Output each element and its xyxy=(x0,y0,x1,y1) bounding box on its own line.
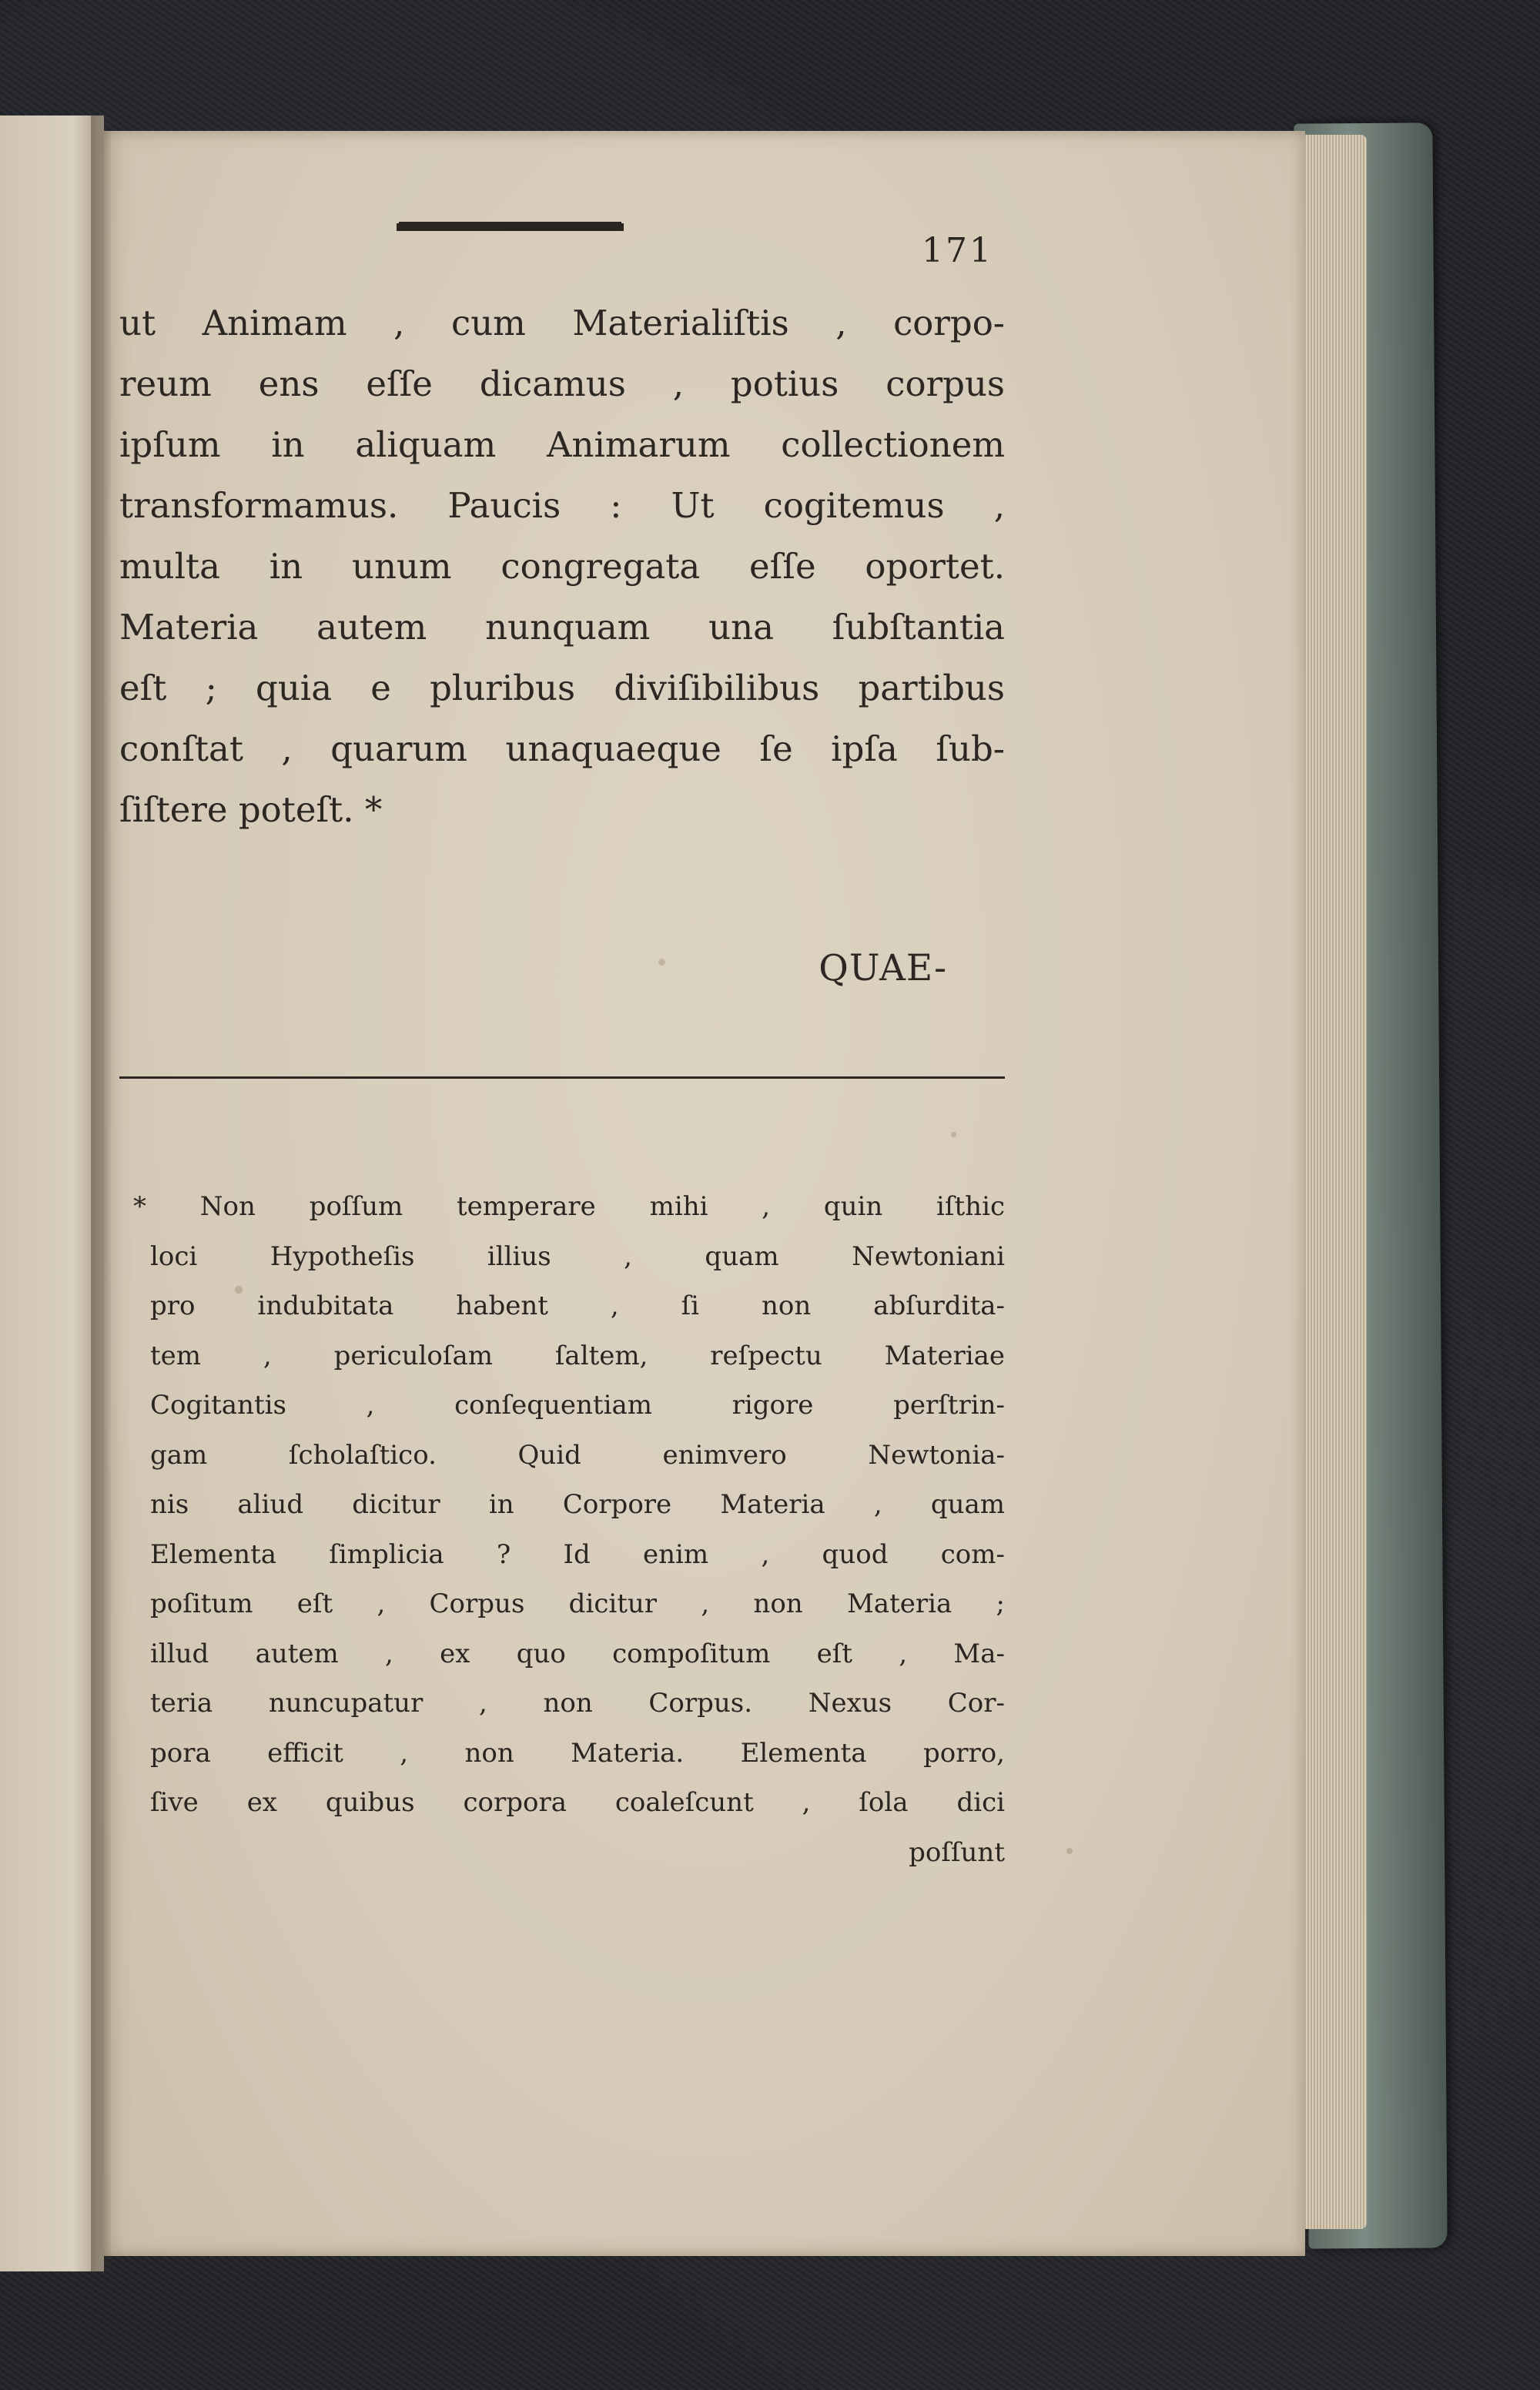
foxing-spot xyxy=(658,959,665,966)
foxing-spot xyxy=(951,1132,956,1137)
footnote-line: loci Hypotheſis illius , quam Newtoniani xyxy=(150,1240,1005,1272)
footnote-line: Cogitantis , conſequentiam rigore perſtrin- xyxy=(150,1390,1005,1421)
body-line: conſtat , quarum unaquaeque ſe ipſa ſub- xyxy=(119,728,1005,769)
footnote xyxy=(133,1182,1005,1877)
footnote-line: tem , periculoſam ſaltem, reſpectu Materiae xyxy=(150,1340,1005,1371)
body-text xyxy=(119,293,1005,840)
footnote-line: pro indubitata habent , ſi non abſurdita- xyxy=(150,1290,1005,1321)
footnote-line: illud autem , ex quo compoſitum eſt , Ma- xyxy=(150,1638,1005,1669)
page-number: 171 xyxy=(922,231,993,270)
catchword: QUAE- xyxy=(819,947,947,989)
footnote-line: teria nuncupatur , non Corpus. Nexus Cor- xyxy=(150,1688,1005,1719)
body-line: ipſum in aliquam Animarum collectionem xyxy=(119,424,1005,465)
header-rule xyxy=(397,223,624,231)
footnote-rule xyxy=(119,1076,1005,1079)
gutter-shadow xyxy=(91,115,111,2271)
footnote-line: pora efficit , non Materia. Elementa porro, xyxy=(150,1737,1005,1769)
footnote-line: poſitum eſt , Corpus dicitur , non Materia ; xyxy=(150,1588,1005,1619)
body-line: Materia autem nunquam una ſubſtantia xyxy=(119,607,1005,648)
footnote-line: nis aliud dicitur in Corpore Materia , quam xyxy=(150,1489,1005,1520)
body-line: transformamus. Paucis : Ut cogitemus , xyxy=(119,485,1005,526)
footnote-line: Elementa ſimplicia ? Id enim , quod com- xyxy=(150,1538,1005,1570)
footnote-line: poſſunt xyxy=(909,1836,1005,1868)
footnote-line: * Non poſſum temperare mihi , quin iſthic xyxy=(133,1191,1005,1222)
body-line: ſiſtere poteſt. * xyxy=(119,789,383,830)
footnote-line: ſive ex quibus corpora coaleſcunt , ſola dici xyxy=(150,1787,1005,1818)
left-facing-page xyxy=(0,115,104,2271)
body-line: ut Animam , cum Materialiſtis , corpo- xyxy=(119,303,1005,343)
body-line: reum ens eſſe dicamus , potius corpus xyxy=(119,363,1005,404)
footnote-line: gam ſcholaſtico. Quid enimvero Newtonia- xyxy=(150,1439,1005,1471)
body-line: multa in unum congregata eſſe oportet. xyxy=(119,546,1005,587)
foxing-spot xyxy=(1066,1848,1073,1854)
body-line: eſt ; quia e pluribus diviſibilibus partibus xyxy=(119,668,1005,708)
